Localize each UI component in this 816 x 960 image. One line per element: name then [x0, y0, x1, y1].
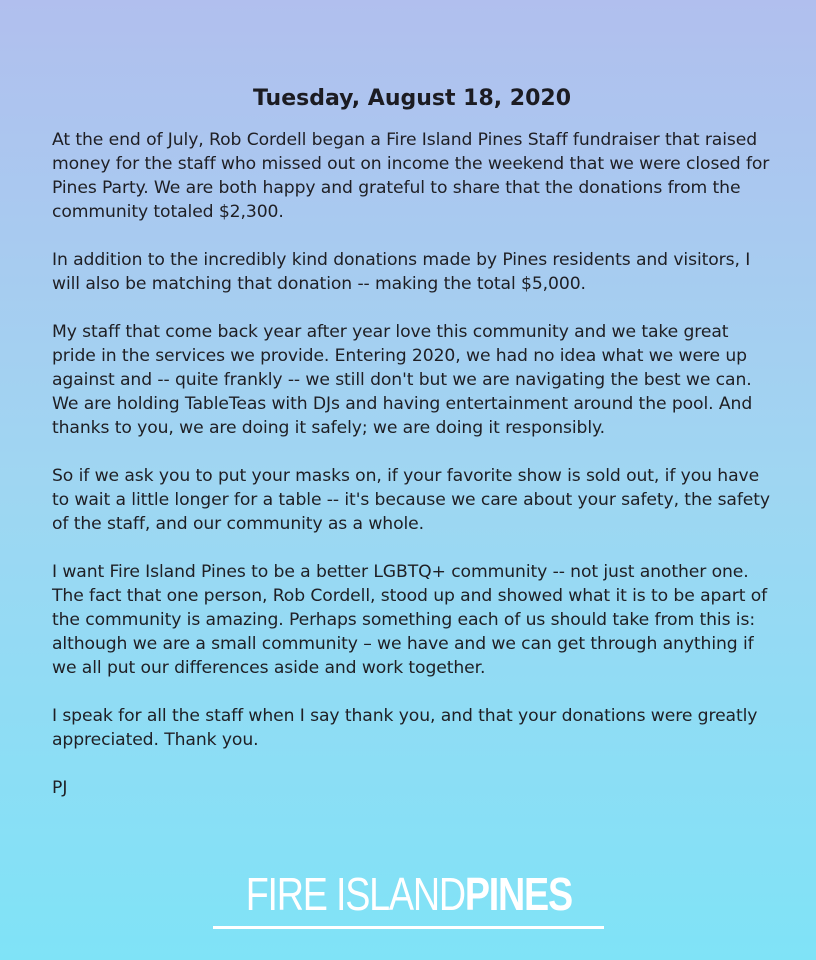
signature: PJ [52, 778, 68, 798]
letter [52, 84, 772, 800]
paragraph-fundraiser: At the end of July, Rob Cordell began a Fire Island Pines Staff fundraiser that raised money for the staff who missed out on income the weekend that we were closed for Pines Party. We are both happy and grateful to share that the donations from the community totaled $2,300. [52, 130, 770, 222]
logo-underline [213, 926, 604, 929]
paragraph-thank-you: I speak for all the staff when I say thank you, and that your donations were greatly appreciated. Thank you. [52, 706, 758, 750]
logo-text-fire-island: FIRE ISLAND [245, 868, 465, 920]
letter-date: Tuesday, August 18, 2020 [252, 86, 572, 111]
paragraph-safety: So if we ask you to put your masks on, if your favorite show is sold out, if you have to wait a little longer for a table -- it's because we care about your safety, the safety of the staff, and our community as a whole. [52, 466, 770, 534]
paragraph-community: I want Fire Island Pines to be a better LGBTQ+ community -- not just another one. The fact that one person, Rob Cordell, stood up and showed what it is to be apart of the community is amazing. Perhaps something each of us should take from this is: although we are a small community – we have and we can get through anything if we all put our differences aside and work together. [52, 562, 768, 678]
paragraph-matching-donation: In addition to the incredibly kind donations made by Pines residents and visitors, I will also be matching that donation -- making the total $5,000. [52, 250, 751, 294]
fire-island-pines-logo [212, 868, 606, 920]
paragraph-staff: My staff that come back year after year love this community and we take great pride in the services we provide. Entering 2020, we had no idea what we were up against and -- quite frankly -- we still don't but we are navigating the best we can. We are holding TableTeas with DJs and having entertainment around the pool. And thanks to you, we are doing it safely; we are doing it responsibly. [52, 322, 753, 438]
logo-text-pines: PINES [464, 868, 572, 920]
